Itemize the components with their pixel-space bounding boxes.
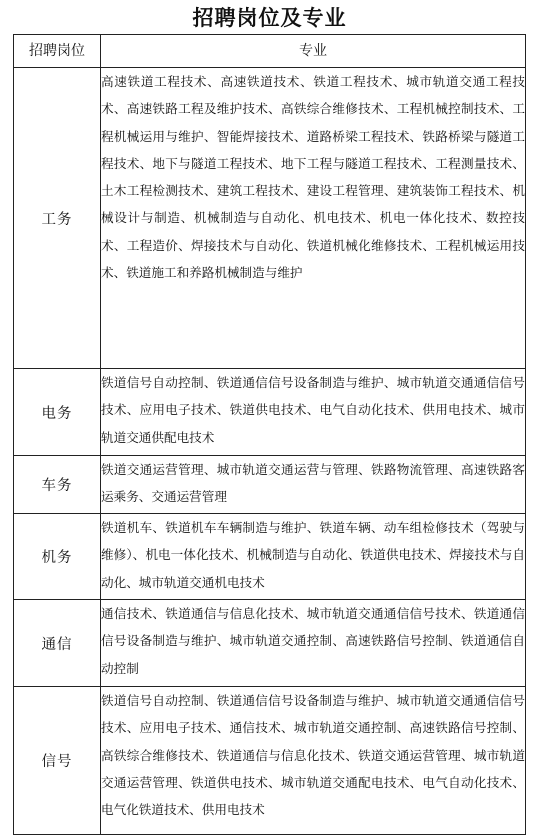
- post-cell: 车务: [14, 456, 101, 514]
- major-cell: 高速铁道工程技术、高速铁道技术、铁道工程技术、城市轨道交通工程技术、高速铁路工程及维护技术、高铁综合维修技术、工程机械控制技术、工程机械运用与维护、智能焊接技术、道路桥梁工程技术、铁路桥梁与隧道工程技术、地下与隧道工程技术、地下工程与隧道工程技术、工程测量技术、土木工程检测技术、建筑工程技术、建设工程管理、建筑装饰工程技术、机械设计与制造、机械制造与自动化、机电技术、机电一体化技术、数控技术、工程造价、焊接技术与自动化、铁道机械化维修技术、工程机械运用技术、铁道施工和养路机械制造与维护: [101, 68, 526, 369]
- major-cell: 铁道信号自动控制、铁道通信信号设备制造与维护、城市轨道交通通信信号技术、应用电子技术、铁道供电技术、电气自动化技术、供用电技术、城市轨道交通供配电技术: [101, 369, 526, 456]
- header-major: 专业: [101, 35, 526, 68]
- table-row: [14, 687, 526, 835]
- post-cell: 信号: [14, 687, 101, 835]
- post-cell: 工务: [14, 68, 101, 369]
- table-header-row: [14, 35, 526, 68]
- document-title: 招聘岗位及专业: [192, 5, 347, 30]
- major-cell: 铁道机车、铁道机车车辆制造与维护、铁道车辆、动车组检修技术（驾驶与维修）、机电一体化技术、机械制造与自动化、铁道供电技术、焊接技术与自动化、城市轨道交通机电技术: [101, 514, 526, 600]
- table-row: [14, 514, 526, 600]
- table-row: [14, 456, 526, 514]
- header-post: 招聘岗位: [14, 35, 101, 68]
- post-cell: 通信: [14, 600, 101, 687]
- table-row: [14, 369, 526, 456]
- post-cell: 电务: [14, 369, 101, 456]
- major-cell: 铁道交通运营管理、城市轨道交通运营与管理、铁路物流管理、高速铁路客运乘务、交通运营管理: [101, 456, 526, 514]
- post-cell: 机务: [14, 514, 101, 600]
- major-cell: 铁道信号自动控制、铁道通信信号设备制造与维护、城市轨道交通通信信号技术、应用电子技术、通信技术、城市轨道交通控制、高速铁路信号控制、高铁综合维修技术、铁道通信与信息化技术、铁道交通运营管理、城市轨道交通运营管理、铁道供电技术、城市轨道交通配电技术、电气自动化技术、电气化铁道技术、供用电技术: [101, 687, 526, 835]
- table-row: [14, 68, 526, 369]
- table-row: [14, 600, 526, 687]
- major-cell: 通信技术、铁道通信与信息化技术、城市轨道交通通信信号技术、铁道通信信号设备制造与维护、城市轨道交通控制、高速铁路信号控制、铁道通信自动控制: [101, 600, 526, 687]
- jobs-table: [13, 34, 526, 835]
